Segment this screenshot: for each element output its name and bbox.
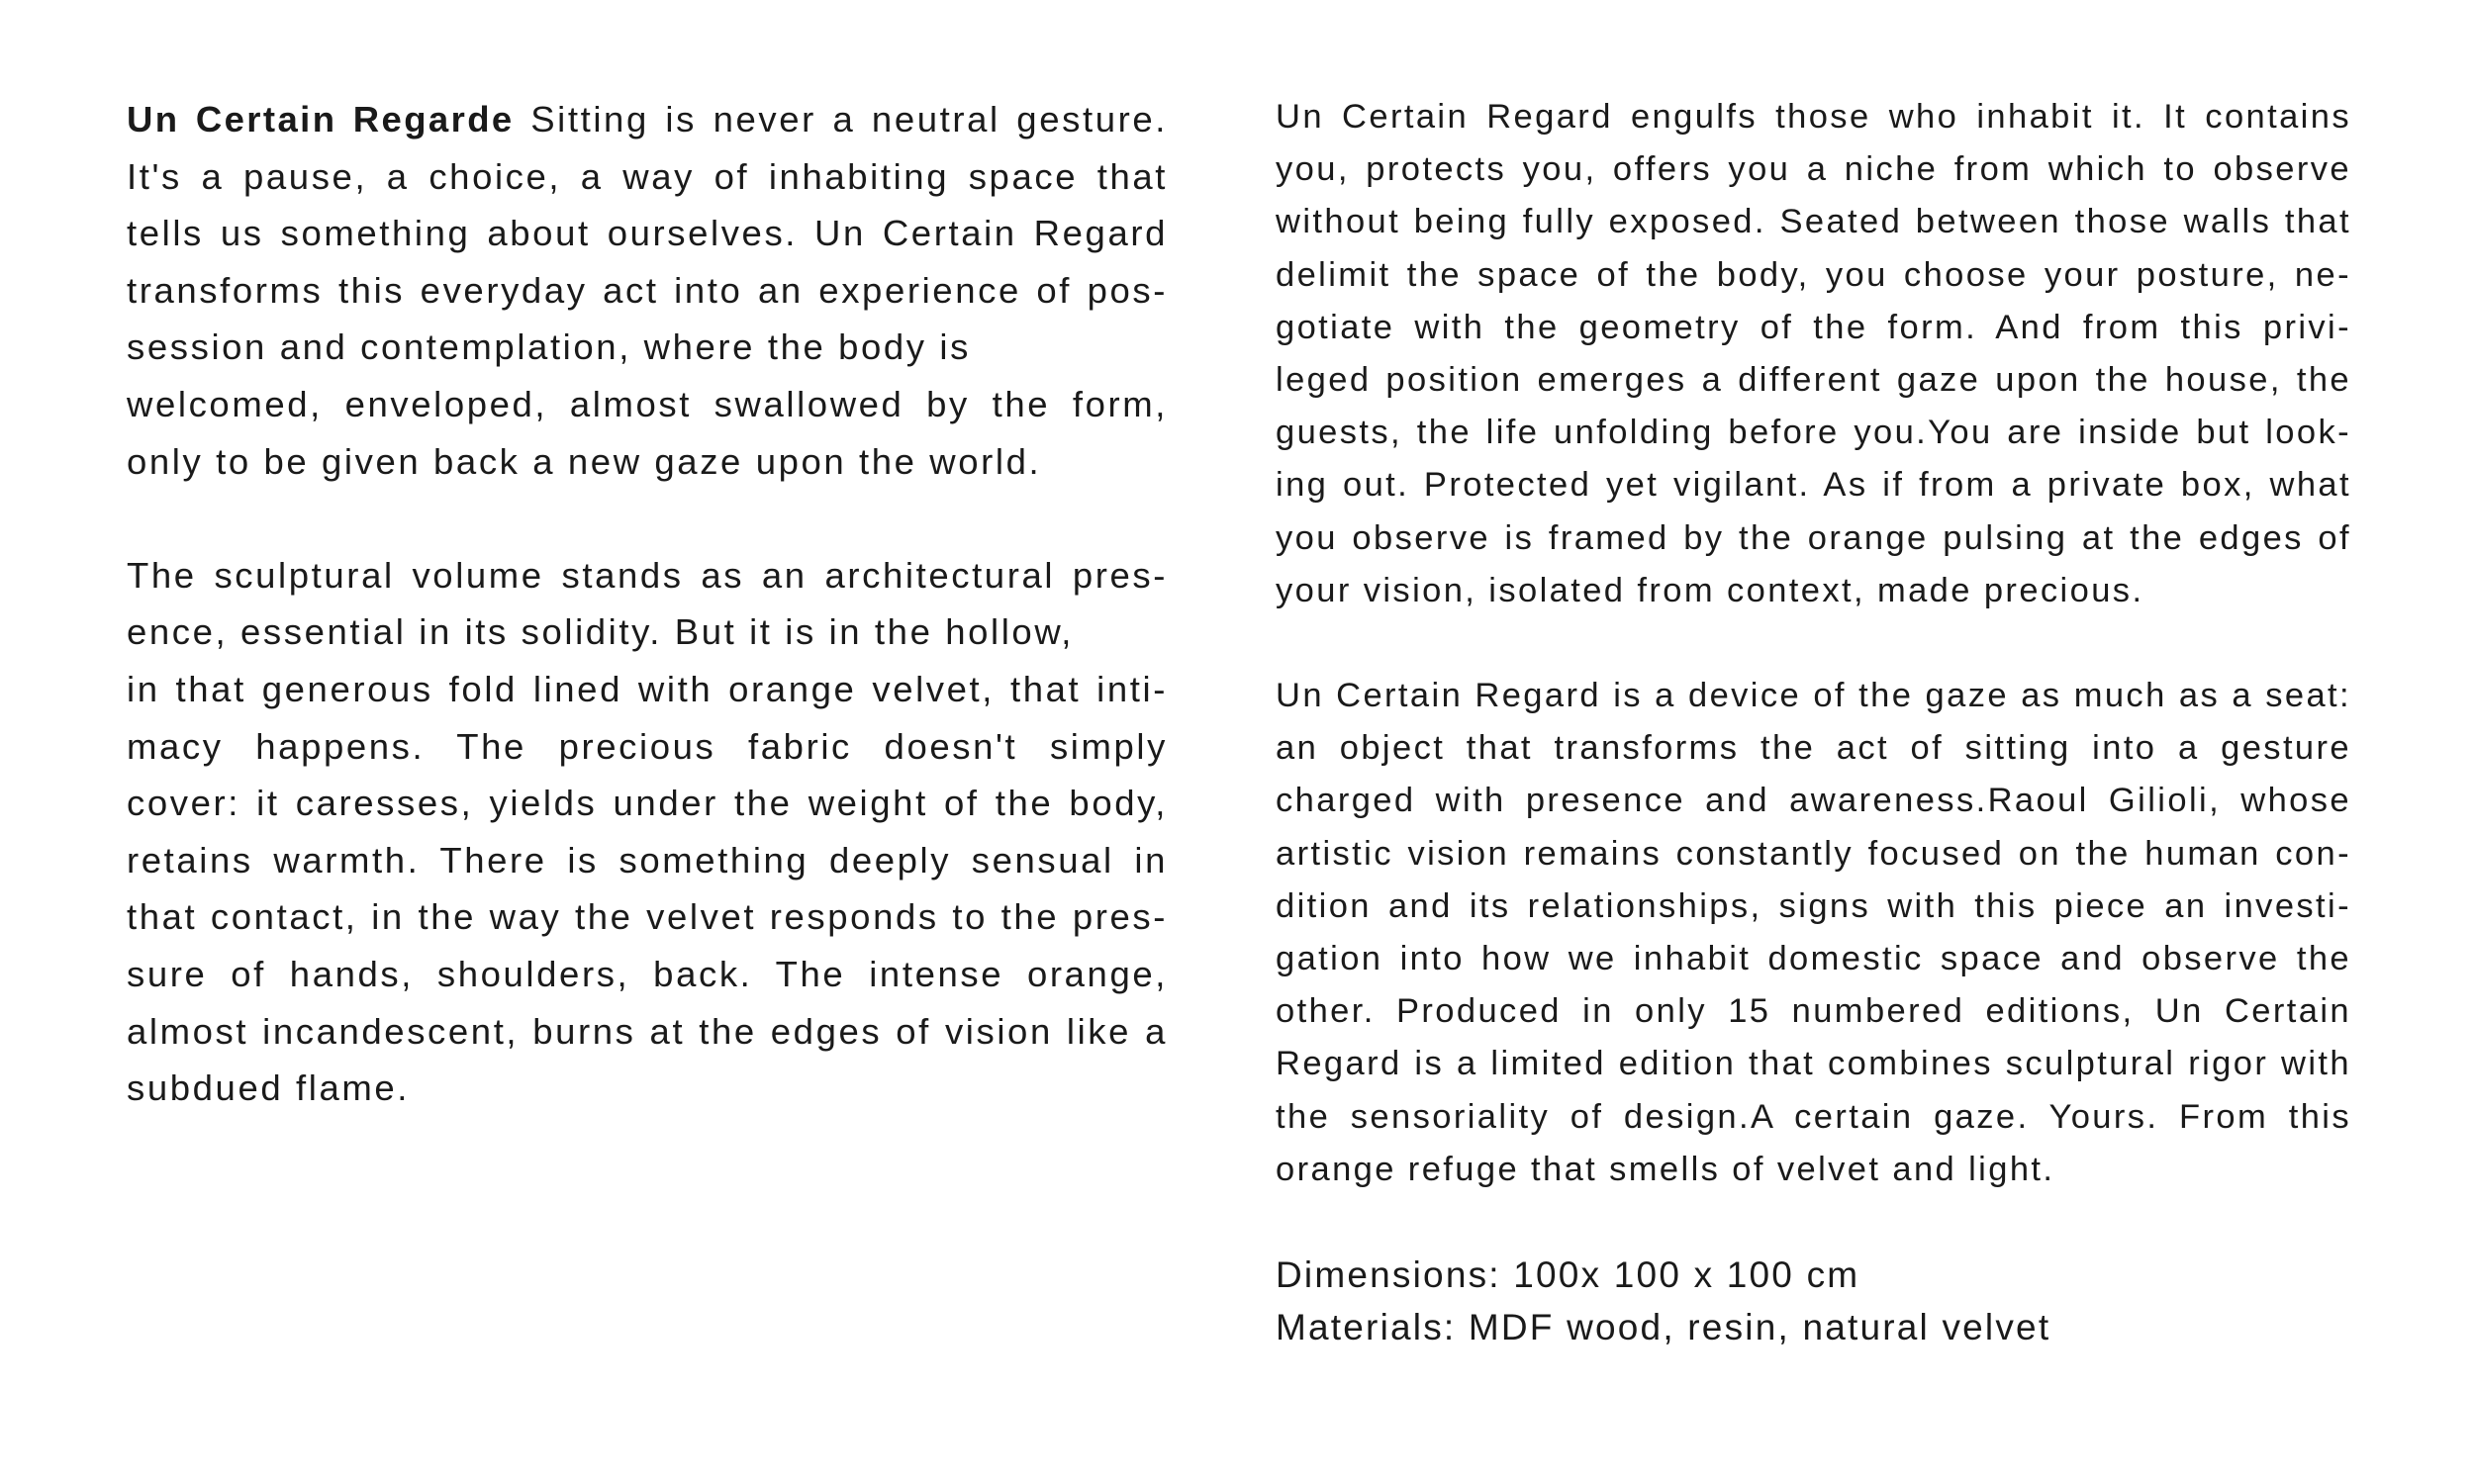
text-line: subdued flame. (127, 1067, 410, 1109)
paragraph-intro (127, 91, 1168, 490)
text-line: macy happens. The precious fabric doesn't simply (127, 725, 1168, 767)
text-line: welcomed, enveloped, almost swallowed by the form, (127, 383, 1168, 424)
text-line: transforms this everyday act into an experience of pos- (127, 269, 1168, 311)
text-line: sure of hands, shoulders, back. The intense orange, (127, 953, 1168, 994)
text-line: The sculptural volume stands as an architectural pres- (127, 554, 1168, 596)
text-line: that contact, in the way the velvet responds to the pres- (127, 896, 1168, 938)
text-line: ing out. Protected yet vigilant. As if from a private box, what (1276, 466, 2351, 505)
text-line: only to be given back a new gaze upon the world. (127, 440, 1042, 482)
text-line: guests, the life unfolding before you.You are inside but look- (1276, 414, 2351, 452)
text-line: you, protects you, offers you a niche from which to observe (1276, 150, 2351, 189)
text-line: dition and its relationships, signs with this piece an investi- (1276, 886, 2351, 925)
paragraph-device-of-gaze (1276, 670, 2351, 1196)
text-line: Un Certain Regard is a device of the gaze as much as a seat: (1276, 677, 2351, 715)
materials-text: Materials: MDF wood, resin, natural velvet (1276, 1307, 2051, 1348)
text-line: gotiate with the geometry of the form. And from this privi- (1276, 308, 2351, 346)
text-line: delimit the space of the body, you choose your posture, ne- (1276, 255, 2351, 294)
paragraph-gap (127, 490, 1168, 547)
text-line: Un Certain Regard engulfs those who inhabit it. It contains (1276, 98, 2351, 136)
text-line: the sensoriality of design.A certain gaze. Yours. From this (1276, 1097, 2351, 1136)
paragraph-gap (1276, 617, 2351, 670)
text-line: you observe is framed by the orange pulsing at the edges of (1276, 518, 2351, 557)
text-line: session and contemplation, where the body is (127, 326, 971, 368)
text-segment: Sitting is never a neutral gesture. (514, 99, 1168, 139)
paragraph-sculptural-volume (127, 547, 1168, 1117)
text-line: without being fully exposed. Seated between those walls that (1276, 203, 2351, 241)
text-line: artistic vision remains constantly focused on the human con- (1276, 834, 2351, 873)
text-line: Regard is a limited edition that combines sculptural rigor with (1276, 1045, 2351, 1083)
text-line: leged position emerges a different gaze upon the house, the (1276, 360, 2351, 399)
text-line: your vision, isolated from context, made precious. (1276, 571, 2144, 609)
left-column (127, 91, 1168, 1117)
paragraph-gap (1276, 1196, 2351, 1249)
paragraph-engulfs (1276, 91, 2351, 617)
product-specs (1276, 1249, 2351, 1353)
text-line: in that generous fold lined with orange velvet, that inti- (127, 668, 1168, 709)
text-line: other. Produced in only 15 numbered editions, Un Certain (1276, 992, 2351, 1031)
text-line: tells us something about ourselves. Un Certain Regard (127, 213, 1168, 254)
dimensions-text: Dimensions: 100x 100 x 100 cm (1276, 1254, 1860, 1296)
text-line (127, 91, 1168, 148)
text-line: almost incandescent, burns at the edges of vision like a (127, 1010, 1168, 1052)
text-line: gation into how we inhabit domestic space and observe the (1276, 940, 2351, 977)
text-line: charged with presence and awareness.Raoul Gilioli, whose (1276, 782, 2351, 820)
text-line: retains warmth. There is something deeply sensual in (127, 839, 1168, 881)
text-line: cover: it caresses, yields under the weight of the body, (127, 783, 1168, 824)
product-title: Un Certain Regarde (127, 99, 515, 139)
text-line: orange refuge that smells of velvet and light. (1276, 1150, 2055, 1188)
text-line: It's a pause, a choice, a way of inhabiting space that (127, 155, 1168, 197)
right-column (1276, 91, 2351, 1354)
text-line: ence, essential in its solidity. But it is in the hollow, (127, 611, 1075, 653)
text-line: an object that transforms the act of sitting into a gesture (1276, 729, 2351, 768)
